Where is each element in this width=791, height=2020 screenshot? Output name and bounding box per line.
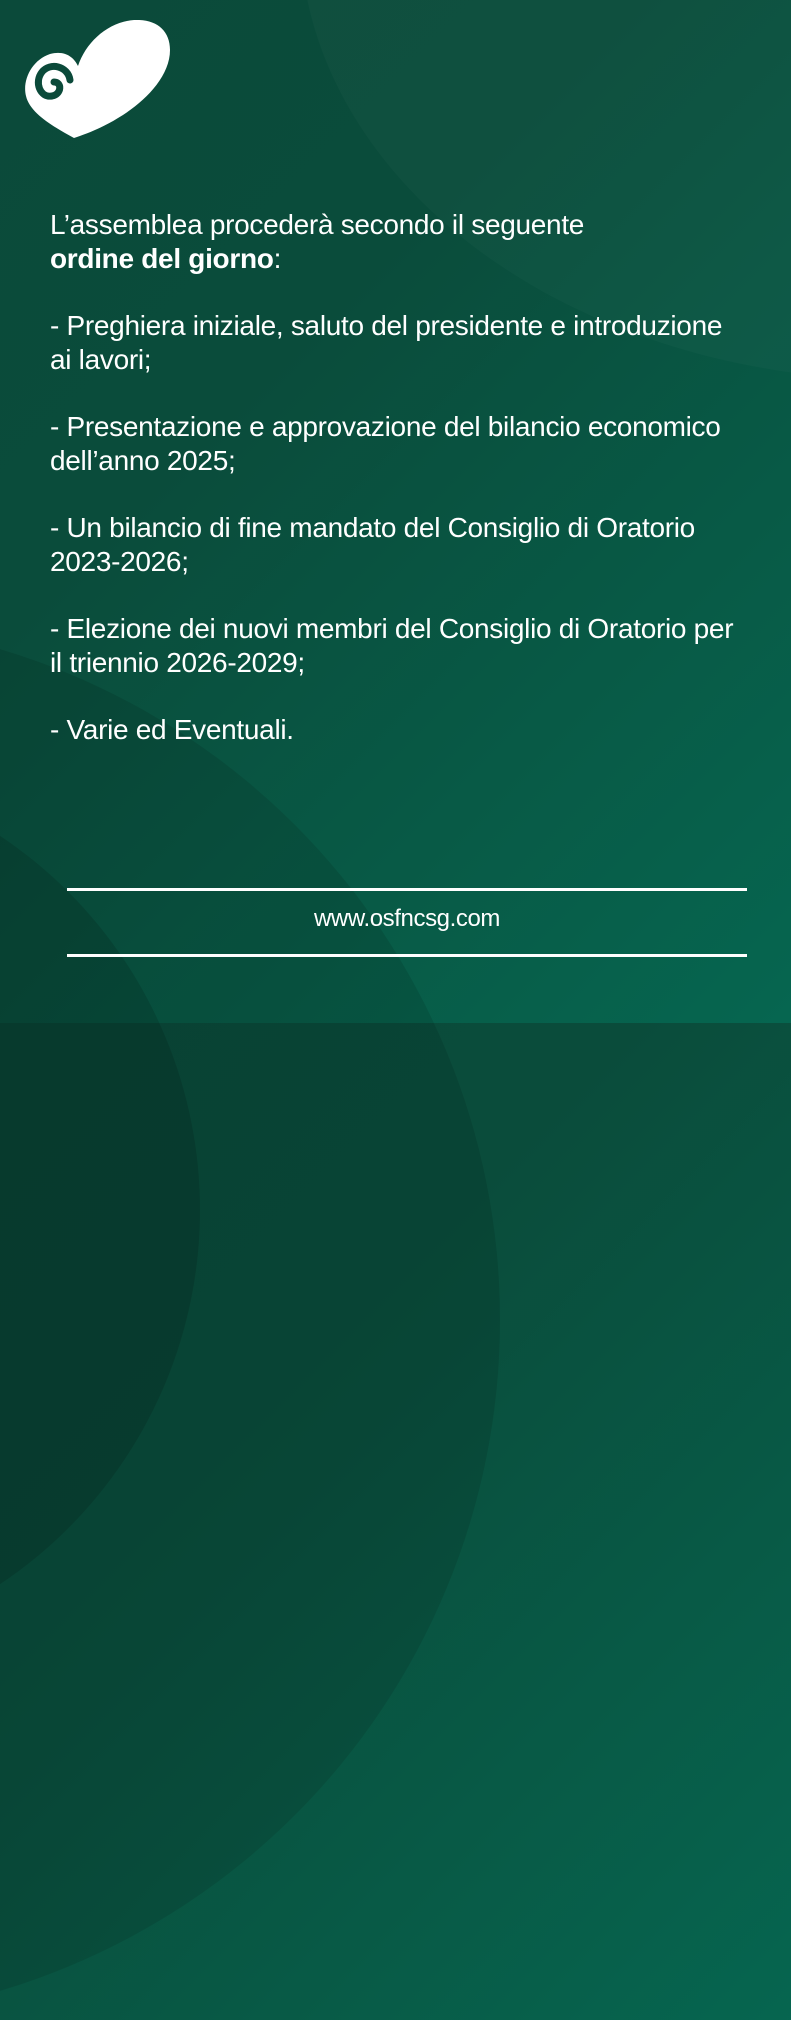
agenda-item: - Varie ed Eventuali. — [50, 714, 294, 745]
divider-top — [67, 888, 747, 891]
agenda-item: - Presentazione e approvazione del bilancio economico dell’anno 2025; — [50, 411, 721, 476]
agenda-item: - Elezione dei nuovi membri del Consiglio di Oratorio per il triennio 2026-2029; — [50, 613, 734, 678]
website-link[interactable]: www.osfncsg.com — [313, 905, 501, 932]
agenda-item: - Preghiera iniziale, saluto del presidente e introduzione ai lavori; — [50, 310, 723, 375]
heart-swirl-logo-icon — [22, 20, 172, 142]
agenda-intro — [50, 208, 750, 276]
agenda-intro-bold: ordine del giorno — [50, 243, 274, 274]
agenda-content — [50, 208, 750, 780]
agenda-intro-line: L’assemblea procederà secondo il seguente — [50, 209, 585, 240]
divider-bottom — [67, 954, 747, 957]
agenda-item: - Un bilancio di fine mandato del Consiglio di Oratorio 2023-2026; — [50, 512, 695, 577]
background-curve-dark — [0, 760, 200, 1660]
background-curve — [0, 620, 500, 2020]
agenda-intro-suffix: : — [273, 243, 282, 274]
